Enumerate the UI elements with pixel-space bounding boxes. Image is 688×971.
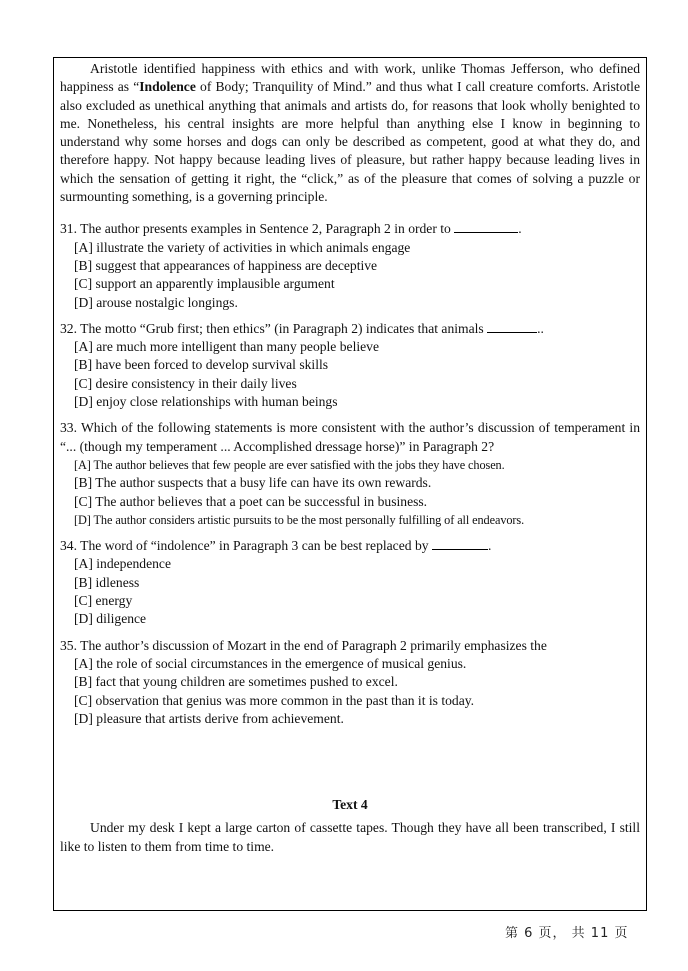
option-c[interactable]: [C] support an apparently implausible argument (74, 276, 335, 292)
question-text: The motto “Grub first; then ethics” (in Paragraph 2) indicates that animals (80, 320, 484, 336)
question-35 (60, 637, 640, 728)
page-number-footer: 第 6 页， 共 11 页 (505, 926, 629, 941)
bold-term: Indolence (139, 79, 196, 95)
question-number: 35. (60, 637, 77, 653)
question-stem (60, 220, 640, 238)
question-34 (60, 537, 640, 628)
passage-text: Aristotle identified happiness with ethics and with work, unlike Thomas Jefferson, who defined happiness as “ (60, 61, 640, 95)
question-number: 33. (60, 420, 77, 436)
question-stem (60, 637, 640, 655)
passage-text: of Body; Tranquility of Mind.” and thus what I call creature comforts. Aristotle also excluded as unethical anything that animals and artists do, for reasons that look wholly benighted to me. Nonetheless, his central insights are more helpful than anything else I know in beginning to understand why some horses and dogs can only be described as competent, good at what they do, and therefore happy. Not happy because leading lives of pleasure, but rather happy because leading lives in which the sensation of getting it right, the “click,” as of the pleasure that comes of solving a puzzle or surmounting something, is a governing principle. (60, 79, 640, 205)
page-frame (53, 57, 647, 911)
option-d[interactable]: [D] pleasure that artists derive from achievement. (74, 710, 344, 726)
option-b[interactable]: [B] idleness (74, 574, 140, 590)
question-text: Which of the following statements is more consistent with the author’s discussion of temperament in “... (though my temperament ... Accomplished dressage horse)” in Paragraph 2? (60, 420, 640, 454)
answer-blank (454, 220, 518, 233)
option-d[interactable]: [D] The author considers artistic pursuits to be the most personally fulfilling of all endeavors. (74, 512, 525, 527)
option-b[interactable]: [B] The author suspects that a busy life can have its own rewards. (74, 475, 432, 491)
option-a[interactable]: [A] the role of social circumstances in the emergence of musical genius. (74, 655, 467, 671)
question-suffix: .. (537, 320, 544, 336)
passage-paragraph (60, 60, 640, 206)
option-a[interactable]: [A] are much more intelligent than many people believe (74, 339, 379, 355)
option-c[interactable]: [C] energy (74, 593, 133, 609)
answer-blank (487, 320, 537, 333)
question-stem (60, 537, 640, 555)
question-text: The author’s discussion of Mozart in the end of Paragraph 2 primarily emphasizes the (80, 637, 547, 653)
option-a[interactable]: [A] The author believes that few people are ever satisfied with the jobs they have chosen. (74, 457, 505, 472)
option-d[interactable]: [D] diligence (74, 611, 147, 627)
question-31 (60, 220, 640, 311)
option-a[interactable]: [A] illustrate the variety of activities in which animals engage (74, 239, 411, 255)
question-number: 32. (60, 320, 77, 336)
option-c[interactable]: [C] observation that genius was more common in the past than it is today. (74, 692, 475, 708)
option-a[interactable]: [A] independence (74, 556, 171, 572)
option-b[interactable]: [B] fact that young children are sometimes pushed to excel. (74, 674, 398, 690)
question-text: The author presents examples in Sentence 2, Paragraph 2 in order to (80, 221, 451, 237)
question-number: 34. (60, 538, 77, 554)
question-stem (60, 419, 640, 456)
option-d[interactable]: [D] arouse nostalgic longings. (74, 294, 238, 310)
question-32 (60, 320, 640, 411)
text4-paragraph: Under my desk I kept a large carton of cassette tapes. Though they have all been transcribed, I still like to listen to them from time to time. (60, 820, 640, 854)
answer-blank (432, 537, 488, 550)
question-text: The word of “indolence” in Paragraph 3 can be best replaced by (80, 538, 429, 554)
page-content (60, 60, 640, 856)
question-number: 31. (60, 221, 77, 237)
option-c[interactable]: [C] desire consistency in their daily lives (74, 375, 297, 391)
question-stem (60, 320, 640, 338)
option-b[interactable]: [B] have been forced to develop survival skills (74, 357, 329, 373)
question-suffix: . (487, 538, 492, 554)
option-c[interactable]: [C] The author believes that a poet can be successful in business. (74, 493, 428, 509)
question-suffix: . (518, 221, 522, 237)
option-b[interactable]: [B] suggest that appearances of happiness are deceptive (74, 257, 378, 273)
question-33 (60, 419, 640, 529)
option-d[interactable]: [D] enjoy close relationships with human beings (74, 394, 338, 410)
section-heading: Text 4 (332, 797, 368, 813)
